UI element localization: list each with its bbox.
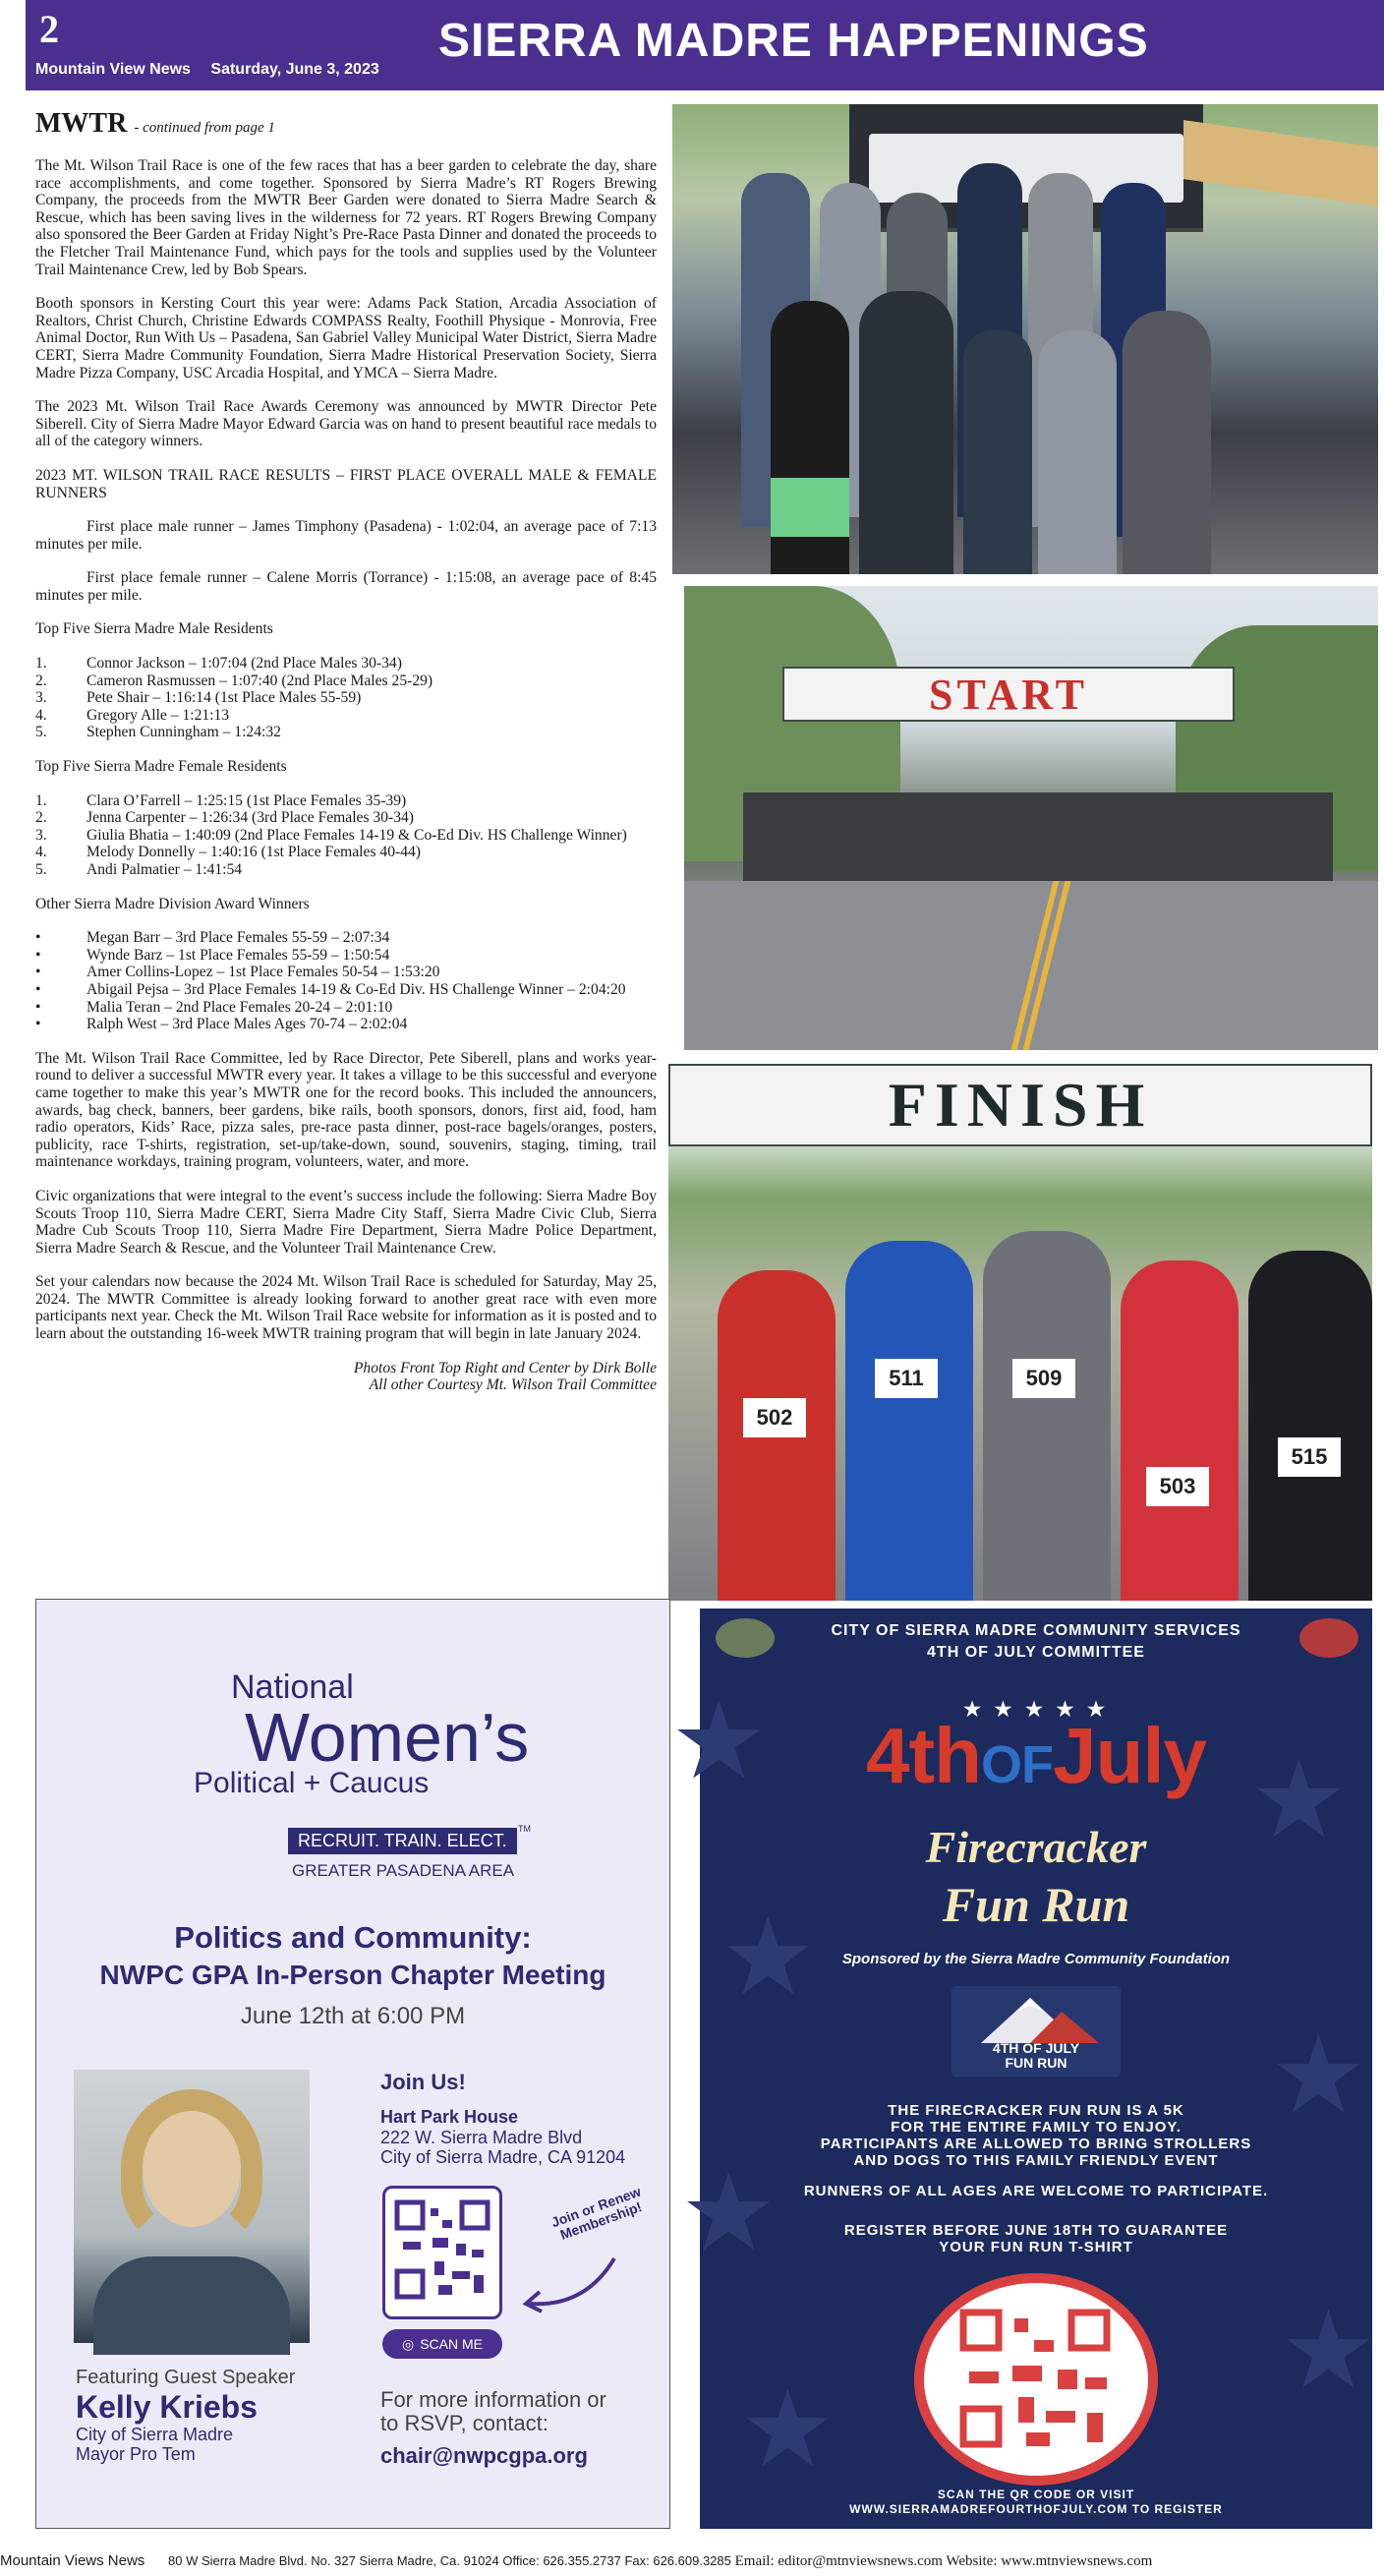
photo-credit: Photos Front Top Right and Center by Dirk Bolle All other Courtesy Mt. Wilson Trail Committee xyxy=(353,1359,657,1394)
bib-number: 511 xyxy=(875,1359,938,1398)
star-icon: ★ xyxy=(1270,2016,1367,2136)
female-residents-heading: Top Five Sierra Madre Female Residents xyxy=(35,758,287,776)
person xyxy=(859,291,953,574)
paragraph: The 2023 Mt. Wilson Trail Race Awards Ceremony was announced by MWTR Director Pete Siberell. City of Sierra Madre Mayor Edward Garcia was on hand to present beautiful race medals to all of the category winners. xyxy=(35,398,657,450)
first-male-result: First place male runner – James Timphony (Pasadena) - 1:02:04, an average pace of 7:13 minutes per mile. xyxy=(35,518,657,553)
list-item: 5. Andi Palmatier – 1:41:54 xyxy=(35,861,243,878)
list-item: 2. Cameron Rasmussen – 1:07:40 (2nd Place Males 25-29) xyxy=(35,672,433,689)
registration-instructions: SCAN THE QR CODE OR VISIT WWW.SIERRAMADREFOURTHOFJULY.COM TO REGISTER xyxy=(700,2488,1372,2517)
female-residents-list xyxy=(35,792,657,879)
registration-qr-code[interactable] xyxy=(914,2273,1158,2486)
other-winners-list xyxy=(35,929,657,1033)
paragraph: Booth sponsors in Kersting Court this year were: Adams Pack Station, Arcadia Association of Realtors, Christ Church, Christine Edwards COMPASS Realty, Foothill Physique - Monrovia, Free Animal Doctor, Run With Us – Pasadena, San Gabriel Valley Municipal Water District, Sierra Madre CERT, Sierra Madre Community Foundation, Sierra Madre Historical Preservation Society, Sierra Madre Pizza Company, USC Arcadia Hospital, and YMCA – Sierra Madre. xyxy=(35,295,657,381)
runner xyxy=(718,1270,836,1601)
nwpc-logo: National Women’s Political + Caucus RECRUIT. TRAIN. ELECT. TM GREATER PASADENA AREA xyxy=(194,1669,531,1880)
finish-line-photo xyxy=(668,1064,1372,1601)
ad-headline: Politics and Community: xyxy=(174,1920,532,1955)
star-icon: ★ xyxy=(680,2153,778,2273)
all-ages-note: RUNNERS OF ALL AGES ARE WELCOME TO PARTICIPATE. xyxy=(803,2183,1269,2199)
stars-row-icon: ★ ★ ★ ★ ★ xyxy=(963,1699,1109,1721)
event-name-line2: Fun Run xyxy=(942,1877,1130,1932)
bib-number: 515 xyxy=(1278,1437,1341,1477)
section-title: SIERRA MADRE HAPPENINGS xyxy=(438,15,1149,67)
paragraph: The Mt. Wilson Trail Race is one of the few races that has a beer garden to celebrate the day, share race accomplishments, and come together. Sponsored by Sierra Madre’s RT Rogers Brewing Company, the proceeds from the MWTR Beer Garden were donated to Sierra Madre Search & Rescue, which has been saving lives in the wilderness for 72 years. RT Rogers Brewing Company also sponsored the Beer Garden at Friday Night’s Pre-Race Pasta Dinner and donated the proceeds to the Fletcher Trail Maintenance Fund, which pays for the tools and supplies used by the Volunteer Trail Maintenance Crew, led by Bob Spears. xyxy=(35,157,657,278)
bib-number: 502 xyxy=(743,1398,806,1437)
paper-name: Mountain View News xyxy=(35,61,191,78)
person xyxy=(1038,330,1117,574)
person xyxy=(1123,311,1211,574)
list-item: 3. Giulia Bhatia – 1:40:09 (2nd Place Females 14-19 & Co-Ed Div. HS Challenge Winner) xyxy=(35,826,627,844)
male-residents-list xyxy=(35,655,657,741)
membership-qr-code[interactable] xyxy=(382,2186,502,2319)
nwpc-advertisement xyxy=(35,1599,670,2529)
first-female-result: First place female runner – Calene Morris (Torrance) - 1:15:08, an average pace of 8:45 minutes per mile. xyxy=(35,569,657,604)
masthead xyxy=(26,0,1384,90)
page-number: 2 xyxy=(39,7,59,51)
footer-address: 80 W Sierra Madre Blvd. No. 327 Sierra Madre, Ca. 91024 Office: 626.355.2737 Fax: 626.609.3285 xyxy=(168,2553,731,2568)
article-headline: MWTR xyxy=(35,108,128,139)
event-name-line1: Firecracker xyxy=(925,1822,1147,1872)
arrow-icon xyxy=(516,2249,624,2317)
paragraph: Civic organizations that were integral to the event’s success include the following: Sierra Madre Boy Scouts Troop 110, Sierra Madre CERT, Sierra Madre City Staff, Sierra Madre Civic Club, Sierra Madre Cub Scouts Troop 110, Sierra Madre Fire Department, Sierra Madre Police Department, Sierra Madre Search & Rescue, and the Volunteer Trail Maintenance Crew. xyxy=(35,1187,657,1257)
sponsor-line: Sponsored by the Sierra Madre Community Foundation xyxy=(841,1951,1231,1967)
star-icon: ★ xyxy=(1250,1740,1348,1860)
rsvp-info: For more information or to RSVP, contact: chair@nwpcgpa.org xyxy=(380,2387,606,2468)
fun-run-logo: 4TH OF JULY FUN RUN xyxy=(952,1986,1121,2077)
list-item: • Megan Barr – 3rd Place Females 55-59 – 2:07:34 xyxy=(35,929,390,947)
list-item: • Ralph West – 3rd Place Males Ages 70-74 – 2:02:04 xyxy=(35,1016,408,1033)
runner-crowd xyxy=(743,792,1333,881)
group-photo xyxy=(672,104,1378,574)
event-title: 4thOFJuly xyxy=(865,1712,1207,1799)
list-item: • Amer Collins-Lopez – 1st Place Females 50-54 – 1:53:20 xyxy=(35,964,440,981)
list-item: 1. Connor Jackson – 1:07:04 (2nd Place Males 30-34) xyxy=(35,655,402,673)
ad-subheadline: NWPC GPA In-Person Chapter Meeting xyxy=(99,1960,606,1990)
other-winners-heading: Other Sierra Madre Division Award Winners xyxy=(35,895,310,912)
list-item: 4. Gregory Alle – 1:21:13 xyxy=(35,706,230,724)
qr-icon xyxy=(385,2189,499,2316)
masthead-subline xyxy=(35,61,395,79)
list-item: • Wynde Barz – 1st Place Females 55-59 – 1:50:54 xyxy=(35,946,390,964)
star-icon: ★ xyxy=(720,1898,817,2018)
shoulders xyxy=(93,2256,290,2355)
event-description: THE FIRECRACKER FUN RUN IS A 5K FOR THE ENTIRE FAMILY TO ENJOY. PARTICIPANTS ARE ALLOWED TO BRING STROLLERS AND DOGS TO THIS FAMILY FRIENDLY EVENT xyxy=(820,2102,1252,2169)
star-icon: ★ xyxy=(739,2370,836,2489)
bib-number: 509 xyxy=(1012,1359,1075,1398)
join-block: Join Us! Hart Park House 222 W. Sierra Madre Blvd City of Sierra Madre, CA 91204 xyxy=(380,2070,626,2167)
meeting-date: June 12th at 6:00 PM xyxy=(240,2003,466,2029)
qr-icon xyxy=(924,2283,1148,2476)
runner xyxy=(1248,1251,1372,1601)
male-residents-heading: Top Five Sierra Madre Male Residents xyxy=(35,620,273,638)
registration-url-link[interactable]: WWW.SIERRAMADREFOURTHOFJULY.COM TO REGISTER xyxy=(849,2502,1223,2516)
scan-icon: ◎ xyxy=(401,2335,415,2352)
results-heading: 2023 MT. WILSON TRAIL RACE RESULTS – FIRST PLACE OVERALL MALE & FEMALE RUNNERS xyxy=(35,466,657,501)
green-shorts xyxy=(771,478,849,537)
person xyxy=(963,330,1032,574)
runner xyxy=(1121,1260,1239,1601)
organizer-line: CITY OF SIERRA MADRE COMMUNITY SERVICES xyxy=(831,1622,1241,1639)
start-banner: START xyxy=(782,667,1235,722)
issue-date: Saturday, June 3, 2023 xyxy=(210,61,379,78)
paragraph: The Mt. Wilson Trail Race Committee, led by Race Director, Pete Siberell, plans and works year-round to deliver a successful MWTR every year. It takes a village to be this successful and everyone came together to make this year’s MWTR one for the record books. This included the announcers, awards, bag check, banners, beer gardens, bike rails, booth sponsors, donors, first aid, food, ham radio operators, Kids’ Race, pizza sales, pre-race pasta dinner, post-race bagels/oranges, posters, publicity, race T-shirts, registration, set-up/take-down, sound, souvenirs, staging, timing, trail maintenance workdays, training program, volunteers, water, and more. xyxy=(35,1049,657,1171)
list-item: • Abigail Pejsa – 3rd Place Females 14-19 & Co-Ed Div. HS Challenge Winner – 2:04:20 xyxy=(35,980,626,998)
continued-note: - continued from page 1 xyxy=(134,120,275,136)
footer-contact: Email: editor@mtnviewsnews.com Website: www.mtnviewsnews.com xyxy=(734,2553,1153,2569)
start-line-photo xyxy=(684,586,1378,1050)
paragraph: Set your calendars now because the 2024 Mt. Wilson Trail Race is scheduled for Saturday, May 25, 2024. The MWTR Committee is already looking forward to another great race with even more participants next year. Check the Mt. Wilson Trail Race website for information as it is posted and to learn about the outstanding 16-week MWTR training program that will begin in late January 2024. xyxy=(35,1273,657,1343)
committee-line: 4TH OF JULY COMMITTEE xyxy=(927,1644,1145,1661)
list-item: 2. Jenna Carpenter – 1:26:34 (3rd Place Females 30-34) xyxy=(35,809,415,827)
guest-speaker: Featuring Guest Speaker Kelly Kriebs City of Sierra Madre Mayor Pro Tem xyxy=(76,2367,296,2464)
speaker-photo xyxy=(74,2070,310,2343)
list-item: 5. Stephen Cunningham – 1:24:32 xyxy=(35,724,281,741)
mwtr-article xyxy=(35,108,657,1394)
article-title xyxy=(35,108,657,144)
star-icon: ★ xyxy=(1280,2291,1377,2411)
scan-me-button[interactable]: ◎ SCAN ME xyxy=(382,2329,502,2359)
finish-banner: FINISH xyxy=(668,1064,1372,1146)
fourth-of-july-advertisement xyxy=(670,1609,1377,2529)
runner xyxy=(983,1231,1111,1601)
footer-brand: Mountain Views News xyxy=(0,2552,145,2569)
mountain-icon xyxy=(952,1990,1121,2045)
runner xyxy=(845,1241,973,1601)
hair xyxy=(121,2089,262,2247)
list-item: • Malia Teran – 2nd Place Females 20-24 – 2:01:10 xyxy=(35,998,393,1016)
rsvp-email-link[interactable]: chair@nwpcgpa.org xyxy=(380,2443,588,2468)
star-icon: ★ xyxy=(670,1681,768,1801)
renew-note: Join or Renew Membership! xyxy=(548,2183,645,2243)
registration-deadline: REGISTER BEFORE JUNE 18TH TO GUARANTEE YOUR FUN RUN T-SHIRT xyxy=(843,2222,1229,2255)
list-item: 1. Clara O’Farrell – 1:25:15 (1st Place Females 35-39) xyxy=(35,791,407,809)
list-item: 4. Melody Donnelly – 1:40:16 (1st Place Females 40-44) xyxy=(35,844,421,861)
bib-number: 503 xyxy=(1146,1467,1209,1506)
page-footer xyxy=(0,2552,1384,2576)
canopy xyxy=(1183,120,1378,206)
list-item: 3. Pete Shair – 1:16:14 (1st Place Males 55-59) xyxy=(35,689,362,707)
